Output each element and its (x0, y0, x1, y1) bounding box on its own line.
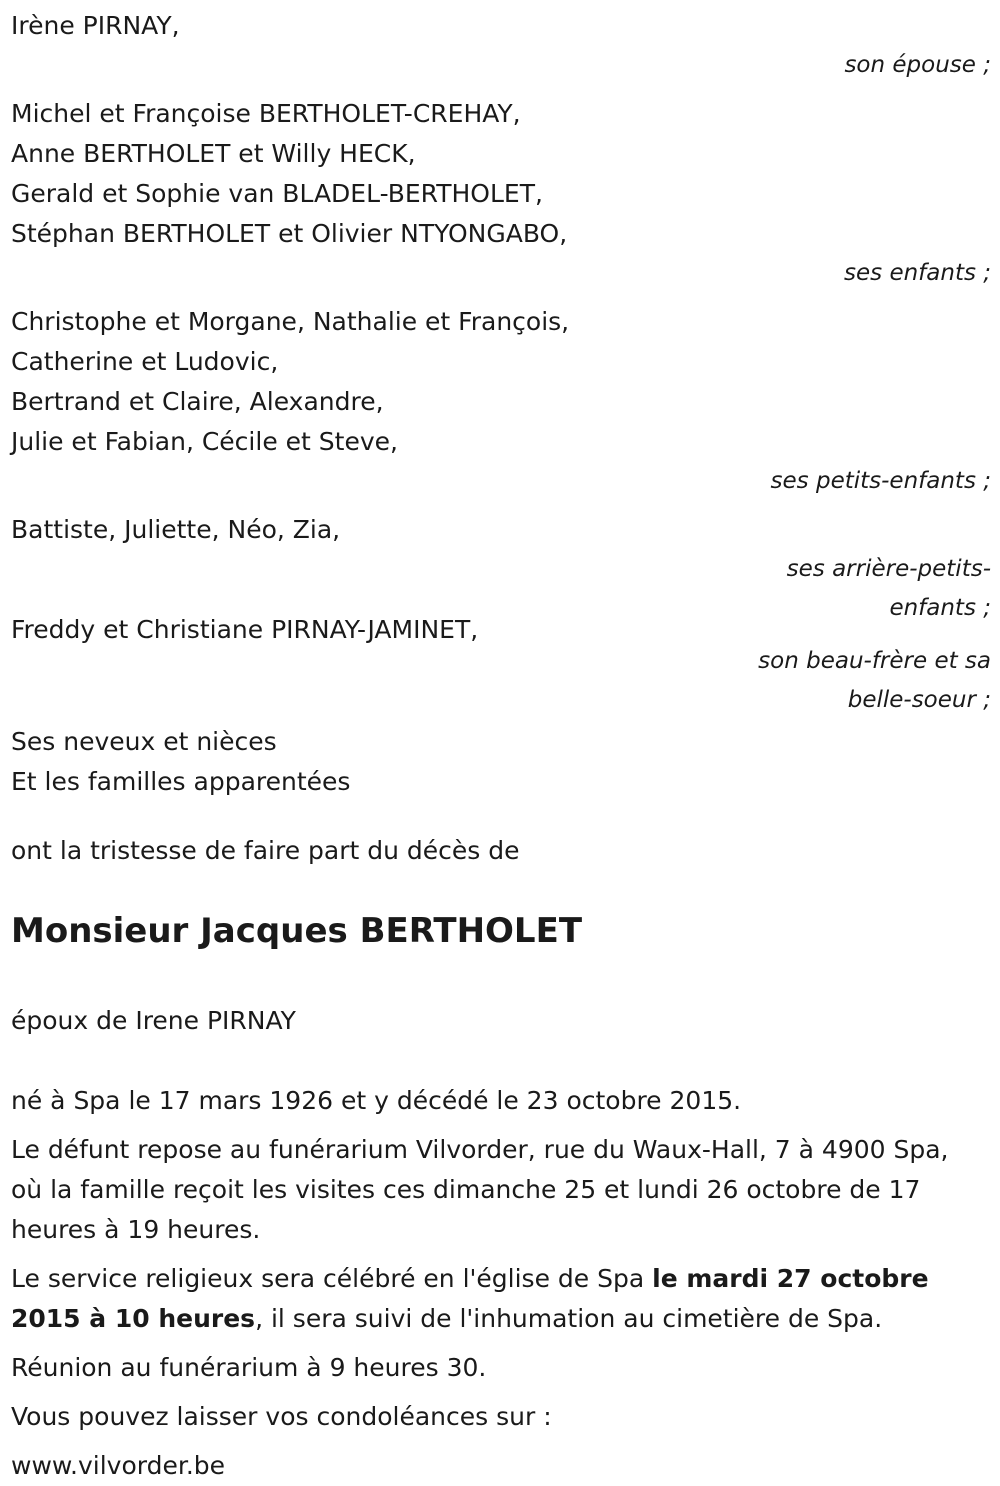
relation-label: ses arrière-petits- (786, 556, 991, 582)
family-name-line: Christophe et Morgane, Nathalie et François, (11, 307, 570, 336)
family-group-grandchildren (11, 302, 991, 501)
service-text-outro: , il sera suivi de l'inhumation au cimetière de Spa. (255, 1304, 883, 1333)
family-name-line: Ses neveux et nièces (11, 727, 277, 756)
relation-label: enfants ; (889, 595, 991, 621)
family-name-line: Anne BERTHOLET et Willy HECK, (11, 139, 416, 168)
relation-label: son épouse ; (844, 52, 991, 78)
family-name-line: Irène PIRNAY, (11, 11, 180, 40)
relation-label: ses petits-enfants ; (770, 468, 991, 494)
website-link[interactable]: www.vilvorder.be (11, 1451, 226, 1480)
family-name-line: Julie et Fabian, Cécile et Steve, (11, 427, 398, 456)
announcement-text: ont la tristesse de faire part du décès de (11, 836, 520, 865)
relation-label: belle-soeur ; (847, 687, 991, 713)
family-group-children (11, 94, 991, 293)
family-name-line: Battiste, Juliette, Néo, Zia, (11, 515, 341, 544)
family-name-line: Stéphan BERTHOLET et Olivier NTYONGABO, (11, 219, 568, 248)
family-name-line: Michel et Françoise BERTHOLET-CREHAY, (11, 99, 521, 128)
family-name-line: Catherine et Ludovic, (11, 347, 279, 376)
birth-death-text: né à Spa le 17 mars 1926 et y décédé le 23 octobre 2015. (11, 1086, 742, 1115)
service-text (11, 1259, 981, 1339)
family-name-line: Freddy et Christiane PIRNAY-JAMINET, (11, 615, 479, 644)
deceased-name: Monsieur Jacques BERTHOLET (11, 911, 583, 951)
condolences-text: Vous pouvez laisser vos condoléances sur : (11, 1402, 552, 1431)
family-group-others (11, 722, 991, 802)
family-name-line: Bertrand et Claire, Alexandre, (11, 387, 384, 416)
spouse-of-text: époux de Irene PIRNAY (11, 1006, 296, 1035)
family-group-spouse (11, 6, 991, 85)
family-name-line: Gerald et Sophie van BLADEL-BERTHOLET, (11, 179, 543, 208)
family-group-in-laws (11, 610, 991, 720)
meeting-text: Réunion au funérarium à 9 heures 30. (11, 1353, 487, 1382)
service-text-intro: Le service religieux sera célébré en l'église de Spa (11, 1264, 653, 1293)
service-date-highlight: le mardi 27 octobre 2015 à 10 heures (11, 1264, 929, 1333)
repose-text: Le défunt repose au funérarium Vilvorder, rue du Waux-Hall, 7 à 4900 Spa, où la famille reçoit les visites ces dimanche 25 et lundi 26 octobre de 17 heures à 19 heures. (11, 1135, 949, 1244)
obituary-notice (11, 0, 991, 1486)
family-name-line: Et les familles apparentées (11, 767, 351, 796)
relation-label: ses enfants ; (844, 260, 991, 286)
relation-label: son beau-frère et sa (758, 648, 991, 674)
